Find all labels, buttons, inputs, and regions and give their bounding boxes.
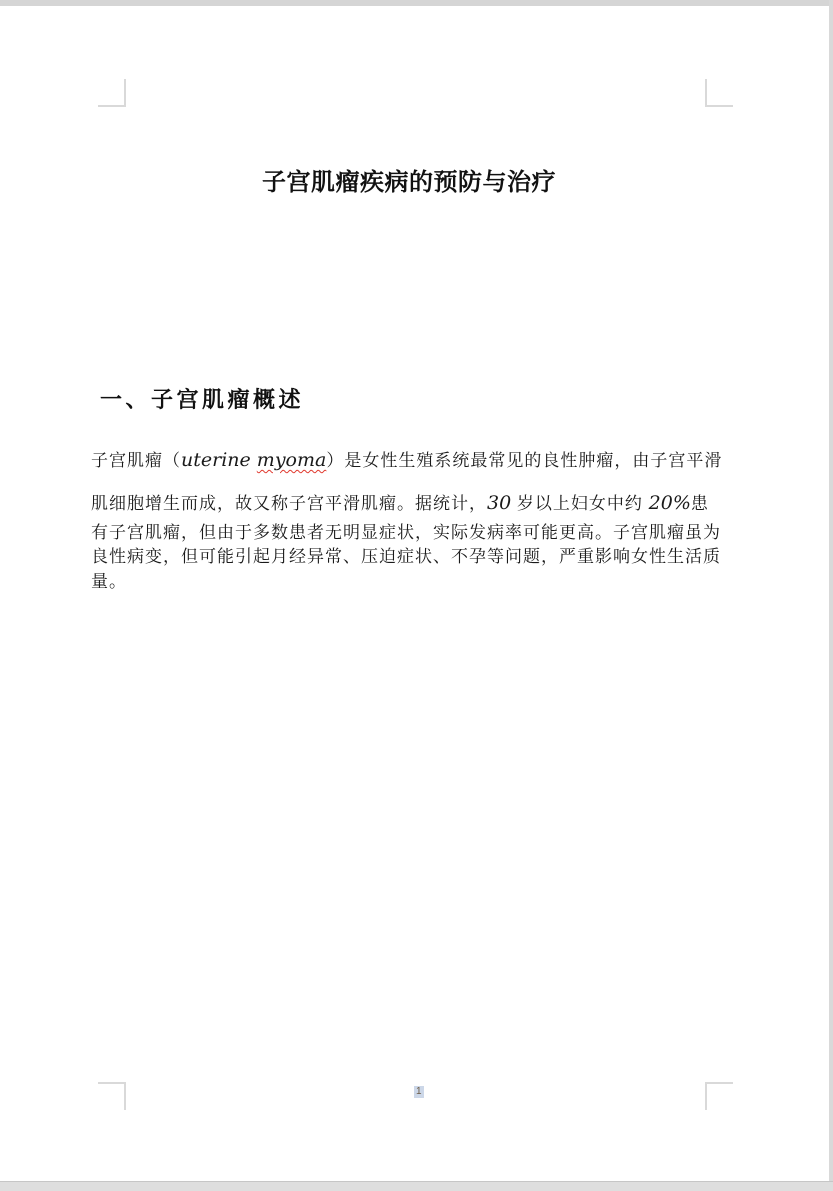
text-segment: 量。 — [91, 572, 127, 591]
text-segment: 岁以上妇女中约 — [511, 494, 649, 513]
paragraph-line[interactable] — [91, 547, 721, 567]
text-segment: 良性病变，但可能引起月经异常、压迫症状、不孕等问题，严重影响女性生活质 — [91, 547, 721, 566]
paragraph-line[interactable] — [91, 523, 721, 543]
paragraph-line[interactable] — [91, 493, 709, 514]
crop-mark-bottom-right — [705, 1082, 733, 1110]
text-segment: ）是女性生殖系统最常见的良性肿瘤，由子宫平滑 — [326, 451, 723, 470]
paragraph-line[interactable] — [91, 572, 127, 592]
misspelled-word: myoma — [256, 449, 327, 471]
document-title[interactable]: 子宫肌瘤疾病的预防与治疗 — [262, 169, 556, 196]
text-segment: 肌细胞增生而成，故又称子宫平滑肌瘤。据统计， — [91, 494, 487, 513]
text-segment: 20% — [648, 492, 691, 514]
page-number-field[interactable]: 1 — [416, 1086, 422, 1097]
page-gap-top — [0, 0, 833, 6]
text-segment: 患 — [690, 494, 709, 513]
crop-mark-top-right — [705, 79, 733, 107]
section-heading[interactable]: 一、子宫肌瘤概述 — [100, 387, 305, 412]
text-segment: 子宫肌瘤（ — [91, 451, 181, 470]
paragraph-line[interactable] — [91, 450, 722, 471]
crop-mark-bottom-left — [98, 1082, 126, 1110]
text-segment: 有子宫肌瘤，但由于多数患者无明显症状，实际发病率可能更高。子宫肌瘤虽为 — [91, 523, 721, 542]
crop-mark-top-left — [98, 79, 126, 107]
text-segment: 30 — [487, 492, 512, 514]
text-segment: uterine — [181, 449, 257, 471]
window-edge-right — [829, 0, 833, 1190]
